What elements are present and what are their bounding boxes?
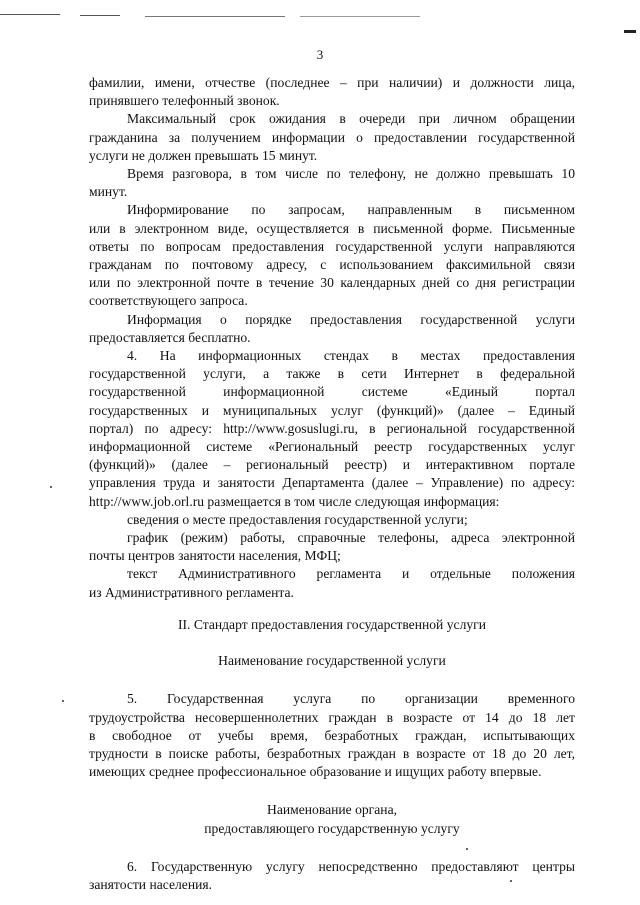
text-line: (функций)» (далее – региональный реестр) и интерактивном портале bbox=[89, 457, 575, 473]
scan-artifact-speck bbox=[62, 700, 64, 702]
body-text bbox=[89, 74, 575, 894]
scan-artifact-line bbox=[0, 14, 60, 15]
text-line: 4. На информационных стендах в местах предоставления bbox=[127, 348, 575, 364]
text-line: принявшего телефонный звонок. bbox=[89, 93, 280, 109]
text-line: почты центров занятости населения, МФЦ; bbox=[89, 548, 341, 564]
text-line: портал) по адресу: http://www.gosuslugi.ru, в региональной государственной bbox=[89, 420, 575, 436]
text-line: гражданина за получением информации о предоставлении государственной bbox=[89, 129, 575, 145]
text-line: ответы по вопросам предоставления государственной услуги направляются bbox=[89, 238, 575, 254]
scan-artifact-line bbox=[80, 15, 120, 16]
scan-artifact-speck bbox=[50, 486, 52, 488]
text-line: Информация о порядке предоставления государственной услуги bbox=[127, 311, 575, 327]
spacer bbox=[89, 634, 575, 652]
text-line: сведения о месте предоставления государственной услуги; bbox=[127, 511, 468, 527]
text-line: управления труда и занятости Департамента (далее – Управление) по адресу: bbox=[89, 475, 575, 491]
text-line: из Административного регламента. bbox=[89, 584, 294, 600]
text-line: текст Административного регламента и отдельные положения bbox=[127, 566, 575, 582]
text-line: или по электронной почте в течение 30 календарных дней со дня регистрации bbox=[89, 275, 575, 291]
text-line: минут. bbox=[89, 184, 128, 200]
text-line: государственной информационной системе «Единый портал bbox=[89, 384, 575, 400]
text-line: фамилии, имени, отчестве (последнее – при наличии) и должности лица, bbox=[89, 75, 575, 90]
section-heading: II. Стандарт предоставления государственной услуги bbox=[177, 616, 486, 632]
text-line: трудности в поиске работы, безработных граждан в возрасте от 18 до 20 лет, bbox=[89, 745, 575, 761]
spacer bbox=[89, 838, 575, 858]
subsection-heading-agency: предоставляющего государственную услугу bbox=[204, 820, 460, 836]
text-line: предоставляется бесплатно. bbox=[89, 329, 251, 345]
text-line: Максимальный срок ожидания в очереди при личном обращении bbox=[127, 111, 575, 127]
page-number: 3 bbox=[316, 47, 324, 62]
text-line: имеющих среднее профессиональное образование и ищущих работу впервые. bbox=[89, 764, 542, 780]
spacer bbox=[89, 602, 575, 616]
text-line: информационной системе «Региональный реестр государственных услуг bbox=[89, 439, 575, 455]
spacer bbox=[89, 781, 575, 801]
text-line: в свободное от учебы время, безработных граждан, испытывающих bbox=[89, 727, 575, 743]
scan-artifact-mark bbox=[624, 30, 636, 33]
spacer bbox=[89, 670, 575, 690]
scan-artifact-line bbox=[145, 16, 285, 17]
scan-artifact-line bbox=[300, 16, 420, 17]
text-line: занятости населения. bbox=[89, 876, 213, 892]
text-line: трудоустройства несовершеннолетних граждан в возрасте от 14 до 18 лет bbox=[89, 709, 575, 725]
text-line: Время разговора, в том числе по телефону, не должно превышать 10 bbox=[127, 166, 575, 182]
text-line: услуги не должен превышать 15 минут. bbox=[89, 147, 318, 163]
text-line: 6. Государственную услугу непосредственно предоставляют центры bbox=[127, 858, 575, 874]
text-line: 5. Государственная услуга по организации временного bbox=[127, 691, 575, 707]
text-line: график (режим) работы, справочные телефоны, адреса электронной bbox=[127, 530, 575, 546]
text-line: http://www.job.orl.ru размещается в том числе следующая информация: bbox=[89, 493, 500, 509]
text-line: государственных и муниципальных услуг (функций)» (далее – Единый bbox=[89, 402, 575, 418]
text-line: или в электронном виде, осуществляется в письменной форме. Письменные bbox=[89, 220, 575, 236]
text-line: Информирование по запросам, направленным в письменном bbox=[127, 202, 575, 218]
subsection-heading-agency: Наименование органа, bbox=[267, 802, 397, 818]
text-line: гражданам по почтовому адресу, с использованием факсимильной связи bbox=[89, 257, 575, 273]
text-line: государственной услуги, а также в сети Интернет в федеральной bbox=[89, 366, 575, 382]
text-line: соответствующего запроса. bbox=[89, 293, 248, 309]
subsection-heading-service-name: Наименование государственной услуги bbox=[218, 653, 446, 669]
